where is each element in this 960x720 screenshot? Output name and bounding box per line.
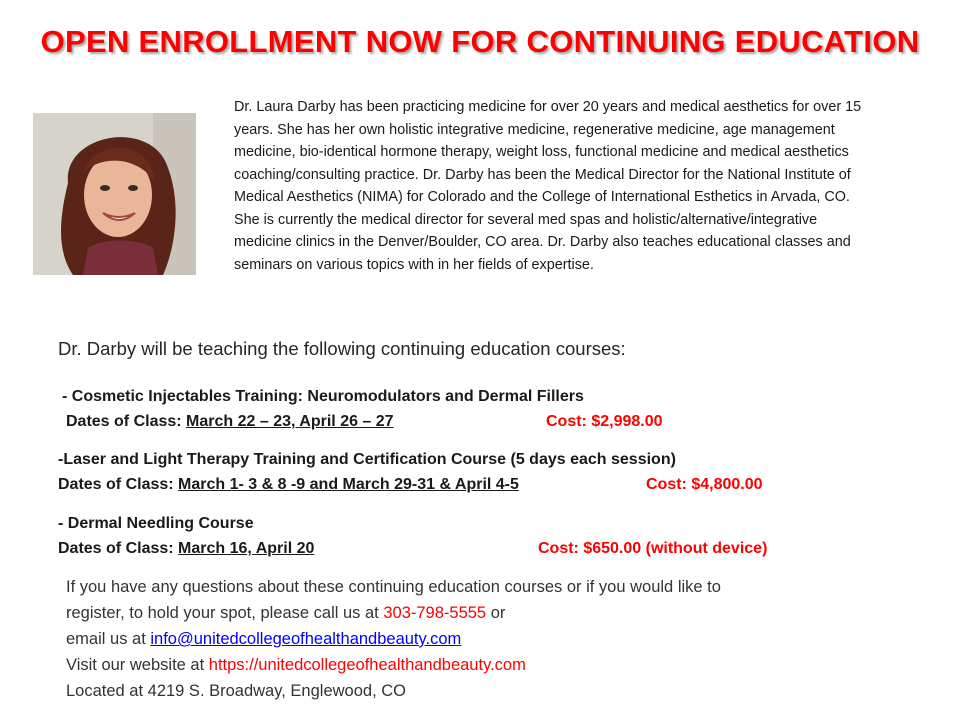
course-needling (58, 511, 768, 561)
contact-info (66, 574, 721, 704)
contact-text: or (486, 604, 506, 622)
course-dates (58, 536, 768, 561)
page-title: OPEN ENROLLMENT NOW FOR CONTINUING EDUCATION (40, 24, 920, 59)
dates-value: March 1- 3 & 8 -9 and March 29-31 & April 4-5 (178, 476, 519, 493)
course-title: -Laser and Light Therapy Training and Certification Course (5 days each session) (58, 451, 676, 468)
phone-number[interactable]: 303-798-5555 (383, 604, 487, 622)
dates-label: Dates of Class: (58, 476, 174, 493)
course-injectables (62, 384, 663, 434)
contact-text: Visit our website at (66, 656, 209, 674)
instructor-photo (33, 113, 196, 275)
website-link[interactable]: https://unitedcollegeofhealthandbeauty.com (208, 656, 526, 674)
portrait-illustration (33, 113, 196, 275)
course-dates (66, 409, 663, 434)
courses-intro: Dr. Darby will be teaching the following continuing education courses: (58, 338, 626, 359)
course-cost: Cost: $4,800.00 (646, 476, 763, 493)
dates-value: March 16, April 20 (178, 540, 315, 557)
instructor-bio: Dr. Laura Darby has been practicing medicine for over 20 years and medical aesthetics for over 15 years. She has her own holistic integrative medicine, regenerative medicine, age management medicine, bio-identical hormone therapy, weight loss, functional medicine and medical aesthetics coaching/consulting practice. Dr. Darby has been the Medical Director for the National Institute of Medical Aesthetics (NIMA) for Colorado and the College of International Esthetics in Arvada, CO. She is currently the medical director for several med spas and holistic/alternative/integrative medicine clinics in the Denver/Boulder, CO area. Dr. Darby also teaches educational classes and seminars on various topics with in her fields of expertise. (234, 99, 862, 273)
email-link[interactable]: info@unitedcollegeofhealthandbeauty.com (150, 630, 462, 648)
dates-value: March 22 – 23, April 26 – 27 (186, 413, 394, 430)
course-cost: Cost: $650.00 (without device) (538, 540, 768, 557)
course-cost: Cost: $2,998.00 (546, 413, 663, 430)
address-line: Located at 4219 S. Broadway, Englewood, CO (66, 682, 406, 700)
contact-line: If you have any questions about these continuing education courses or if you would like to (66, 578, 721, 596)
course-dates (58, 472, 763, 497)
contact-line (66, 626, 721, 652)
contact-line (66, 652, 721, 678)
dates-label: Dates of Class: (66, 413, 182, 430)
course-title: - Dermal Needling Course (58, 515, 254, 532)
dates-label: Dates of Class: (58, 540, 174, 557)
course-laser (58, 447, 763, 497)
contact-text: register, to hold your spot, please call us at (66, 604, 384, 622)
contact-line (66, 600, 721, 626)
contact-text: email us at (66, 630, 151, 648)
course-title: - Cosmetic Injectables Training: Neuromodulators and Dermal Fillers (62, 388, 584, 405)
